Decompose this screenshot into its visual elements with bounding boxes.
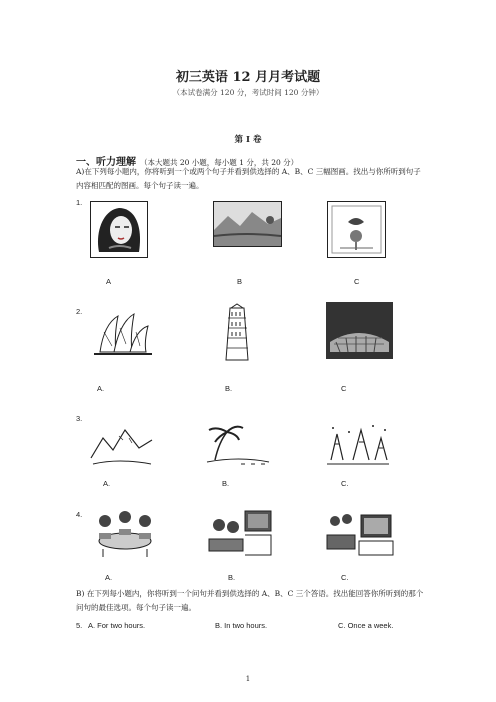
- option-label: A.: [97, 384, 105, 393]
- option-label: C: [354, 277, 360, 286]
- option-label: C: [341, 384, 347, 393]
- question-number: 5.: [76, 621, 83, 630]
- page-number: 1: [245, 675, 251, 683]
- option-label: C.: [341, 479, 349, 488]
- instructions-a: A)在下列每小题内，你将听到一个或两个句子并看到供选择的 A、B、C 三幅图画。找出与你所听到句子内容相匹配的图画。每个句子读一遍。: [76, 167, 421, 190]
- option-label: B.: [225, 384, 233, 393]
- page-subtitle: （本试卷满分 120 分，考试时间 120 分钟）: [172, 88, 324, 97]
- stadium-icon: [326, 302, 393, 359]
- section-heading: 第 I 卷: [234, 135, 262, 145]
- question-number: 1.: [76, 198, 83, 207]
- mountains-icon: [89, 420, 154, 468]
- part-heading-label: 一、听力理解: [76, 157, 136, 168]
- landscape-icon: [213, 201, 282, 247]
- part-heading-note: （本大题共 20 小题，每小题 1 分，共 20 分）: [140, 158, 299, 167]
- tv-room-icon: [323, 505, 396, 559]
- family-dinner-icon: [89, 505, 161, 559]
- option-label: B.: [228, 573, 236, 582]
- watching-tv-icon: [205, 505, 276, 559]
- question-number: 4.: [76, 510, 83, 519]
- bird-flower-icon: [327, 201, 386, 258]
- page-title: 初三英语 12 月月考试题: [175, 70, 321, 85]
- instructions-b: B) 在下列每小题内，你将听到一个问句并看到供选择的 A、B、C 三个答语。找出能回答你所听到的那个问句的最佳选项。每个句子读一遍。: [76, 589, 424, 612]
- option-label: A: [106, 277, 112, 286]
- option-label: B: [237, 277, 243, 286]
- option-label: A.: [103, 479, 111, 488]
- question-number: 2.: [76, 307, 83, 316]
- answer-option: B. In two hours.: [215, 621, 268, 630]
- option-label: C.: [341, 573, 349, 582]
- woman-face-icon: [90, 201, 148, 258]
- tower-icon: [214, 302, 258, 362]
- option-label: A.: [105, 573, 113, 582]
- snow-trees-icon: [323, 420, 393, 468]
- palm-beach-icon: [205, 420, 271, 468]
- answer-option: A. For two hours.: [88, 621, 146, 630]
- answer-option: C. Once a week.: [338, 621, 394, 630]
- opera-house-icon: [90, 302, 156, 360]
- question-number: 3.: [76, 414, 83, 423]
- option-label: B.: [222, 479, 230, 488]
